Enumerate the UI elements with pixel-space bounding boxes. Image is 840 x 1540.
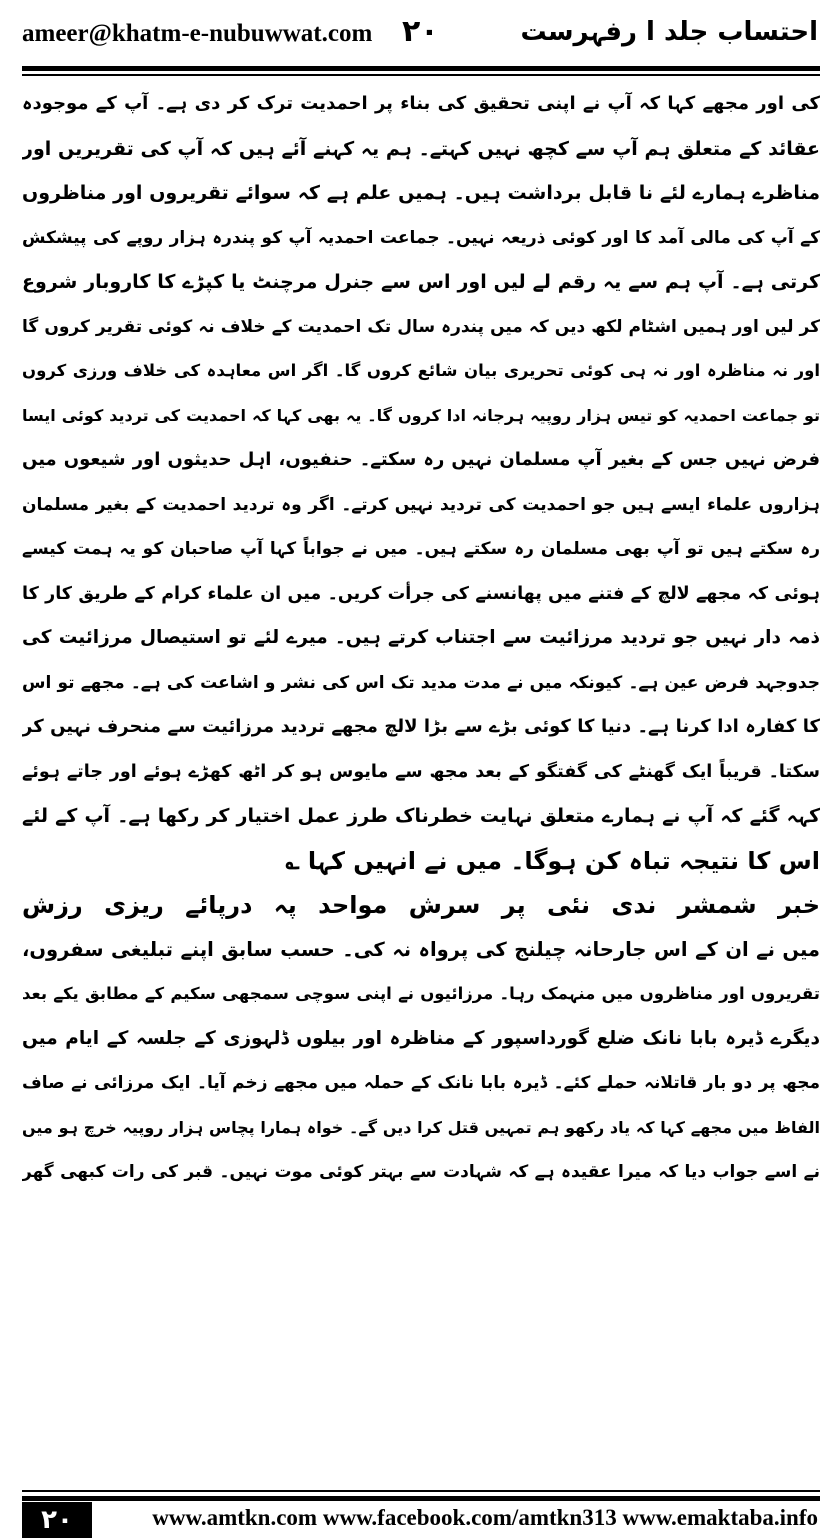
header-email[interactable]: ameer@khatm-e-nubuwwat.com (22, 20, 373, 47)
text-line: ذمہ دار نہیں جو تردید مرزائیت سے اجتناب کرتے ہیں۔ میرے لئے تو استیصال مرزائیت کی (22, 627, 820, 648)
text-line: اور نہ مناظرہ اور نہ ہی کوئی تحریری بیان شائع کروں گا۔ اگر اس معاہدہ کی خلاف ورزی کروں (22, 361, 820, 380)
text-line: کرتی ہے۔ آپ ہم سے یہ رقم لے لیں اور اس سے جنرل مرچنٹ یا کپڑے کا کاروبار شروع (22, 271, 820, 293)
text-line: اس کا نتیجہ تباہ کن ہوگا۔ میں نے انہیں کہا ؎ (285, 846, 820, 875)
verse-line: خبر شمشر ندی نئی پر سرش مواحد پہ درپائے ریزی رزش (22, 891, 820, 919)
text-line: ہوئی کہ مجھے لالچ کے فتنے میں پھانسنے کی جرأت کریں۔ میں ان علماء کرام کے طریق کار کا (22, 583, 820, 604)
text-line: کی اور مجھے کہا کہ آپ نے اپنی تحقیق کی بناء پر احمدیت ترک کر دی ہے۔ آپ کے موجودہ (22, 93, 820, 114)
text-line: میں نے ان کے اس جارحانہ چیلنج کی پرواہ نہ کی۔ حسب سابق اپنے تبلیغی سفروں، (22, 937, 820, 961)
text-line: تقریروں اور مناظروں میں منہمک رہا۔ مرزائیوں نے اپنی سوچی سمجھی سکیم کے مطابق یکے بعد (22, 984, 820, 1003)
text-line: دیگرے ڈیرہ بابا نانک ضلع گورداسپور کے مناظرہ اور بیلوں ڈلہوزی کے جلسہ کے ایام میں (22, 1027, 820, 1049)
text-line: کر لیں اور ہمیں اشٹام لکھ دیں کہ میں پندرہ سال تک احمدیت کے خلاف نہ کوئی تقریر کروں گا (22, 316, 820, 337)
text-line: الفاظ میں مجھے کہا کہ یاد رکھو ہم تمہیں قتل کرا دیں گے۔ خواہ ہمارا پچاس ہزار روپیہ خرچ ہو میں (22, 1117, 820, 1137)
text-line: رہ سکتے ہیں تو آپ بھی مسلمان رہ سکتے ہیں۔ میں نے جواباً کہا آپ صاحبان کو یہ ہمت کیسے (22, 539, 820, 559)
text-line: ہزاروں علماء ایسے ہیں جو احمدیت کی تردید نہیں کرتے۔ اگر وہ تردید احمدیت کے بغیر مسلمان (22, 494, 820, 515)
footer-rule-thin (22, 1490, 820, 1492)
text-line: مجھ پر دو بار قاتلانہ حملے کئے۔ ڈیرہ بابا نانک کے حملہ میں مجھے زخم آیا۔ ایک مرزائی نے صاف (22, 1073, 820, 1093)
footer-links[interactable]: www.amtkn.com www.facebook.com/amtkn313 www.emaktaba.info (152, 1505, 818, 1530)
text-line: جدوجہد فرض عین ہے۔ کیونکہ میں نے مدت مدید تک اس کی نشر و اشاعت کی ہے۔ مجھے تو اس (22, 672, 820, 693)
text-line: کا کفارہ ادا کرنا ہے۔ دنیا کا کوئی بڑے سے بڑا لالچ مجھے تردید مرزائیت سے منحرف نہیں کر (22, 716, 820, 737)
footer-rule-thick (22, 1496, 820, 1501)
text-line: فرض نہیں جس کے بغیر آپ مسلمان نہیں رہ سکتے۔ حنفیوں، اہل حدیثوں اور شیعوں میں (22, 449, 820, 470)
text-line: سکتا۔ قریباً ایک گھنٹے کی گفتگو کے بعد مجھ سے مایوس ہو کر اٹھ کھڑے ہوئے اور جاتے ہوئے (22, 761, 820, 782)
footer-page-number: ۲۰ (22, 1502, 92, 1538)
header-rule-thick (22, 66, 820, 71)
text-line: مناظرے ہمارے لئے نا قابل برداشت ہیں۔ ہمیں علم ہے کہ سوائے تقریروں اور مناظروں (22, 182, 820, 204)
header-page-number: ۲۰ (402, 14, 439, 49)
header-rule-thin (22, 74, 820, 76)
page-footer (0, 1488, 840, 1540)
text-line: کے آپ کی مالی آمد کا اور کوئی ذریعہ نہیں۔ جماعت احمدیہ آپ کو پندرہ ہزار روپے کی پیشکش (22, 227, 820, 248)
header-book-title: احتساب جلد ا رفہرست (520, 17, 818, 47)
text-line: عقائد کے متعلق ہم آپ سے کچھ نہیں کہتے۔ ہم یہ کہنے آئے ہیں کہ آپ کی تقریریں اور (22, 137, 820, 160)
text-line: نے اسے جواب دیا کہ میرا عقیدہ ہے کہ شہادت سے بہتر کوئی موت نہیں۔ قبر کی رات کبھی گھر (22, 1162, 820, 1182)
text-line: تو جماعت احمدیہ کو تیس ہزار روپیہ ہرجانہ ادا کروں گا۔ یہ بھی کہا کہ احمدیت کی تردید کوئی ایسا (22, 405, 820, 425)
page-body-text (22, 82, 820, 1195)
text-line: کہہ گئے کہ آپ نے ہمارے متعلق نہایت خطرناک طرز عمل اختیار کر رکھا ہے۔ آپ کے لئے (22, 805, 820, 827)
page-header (0, 0, 840, 70)
